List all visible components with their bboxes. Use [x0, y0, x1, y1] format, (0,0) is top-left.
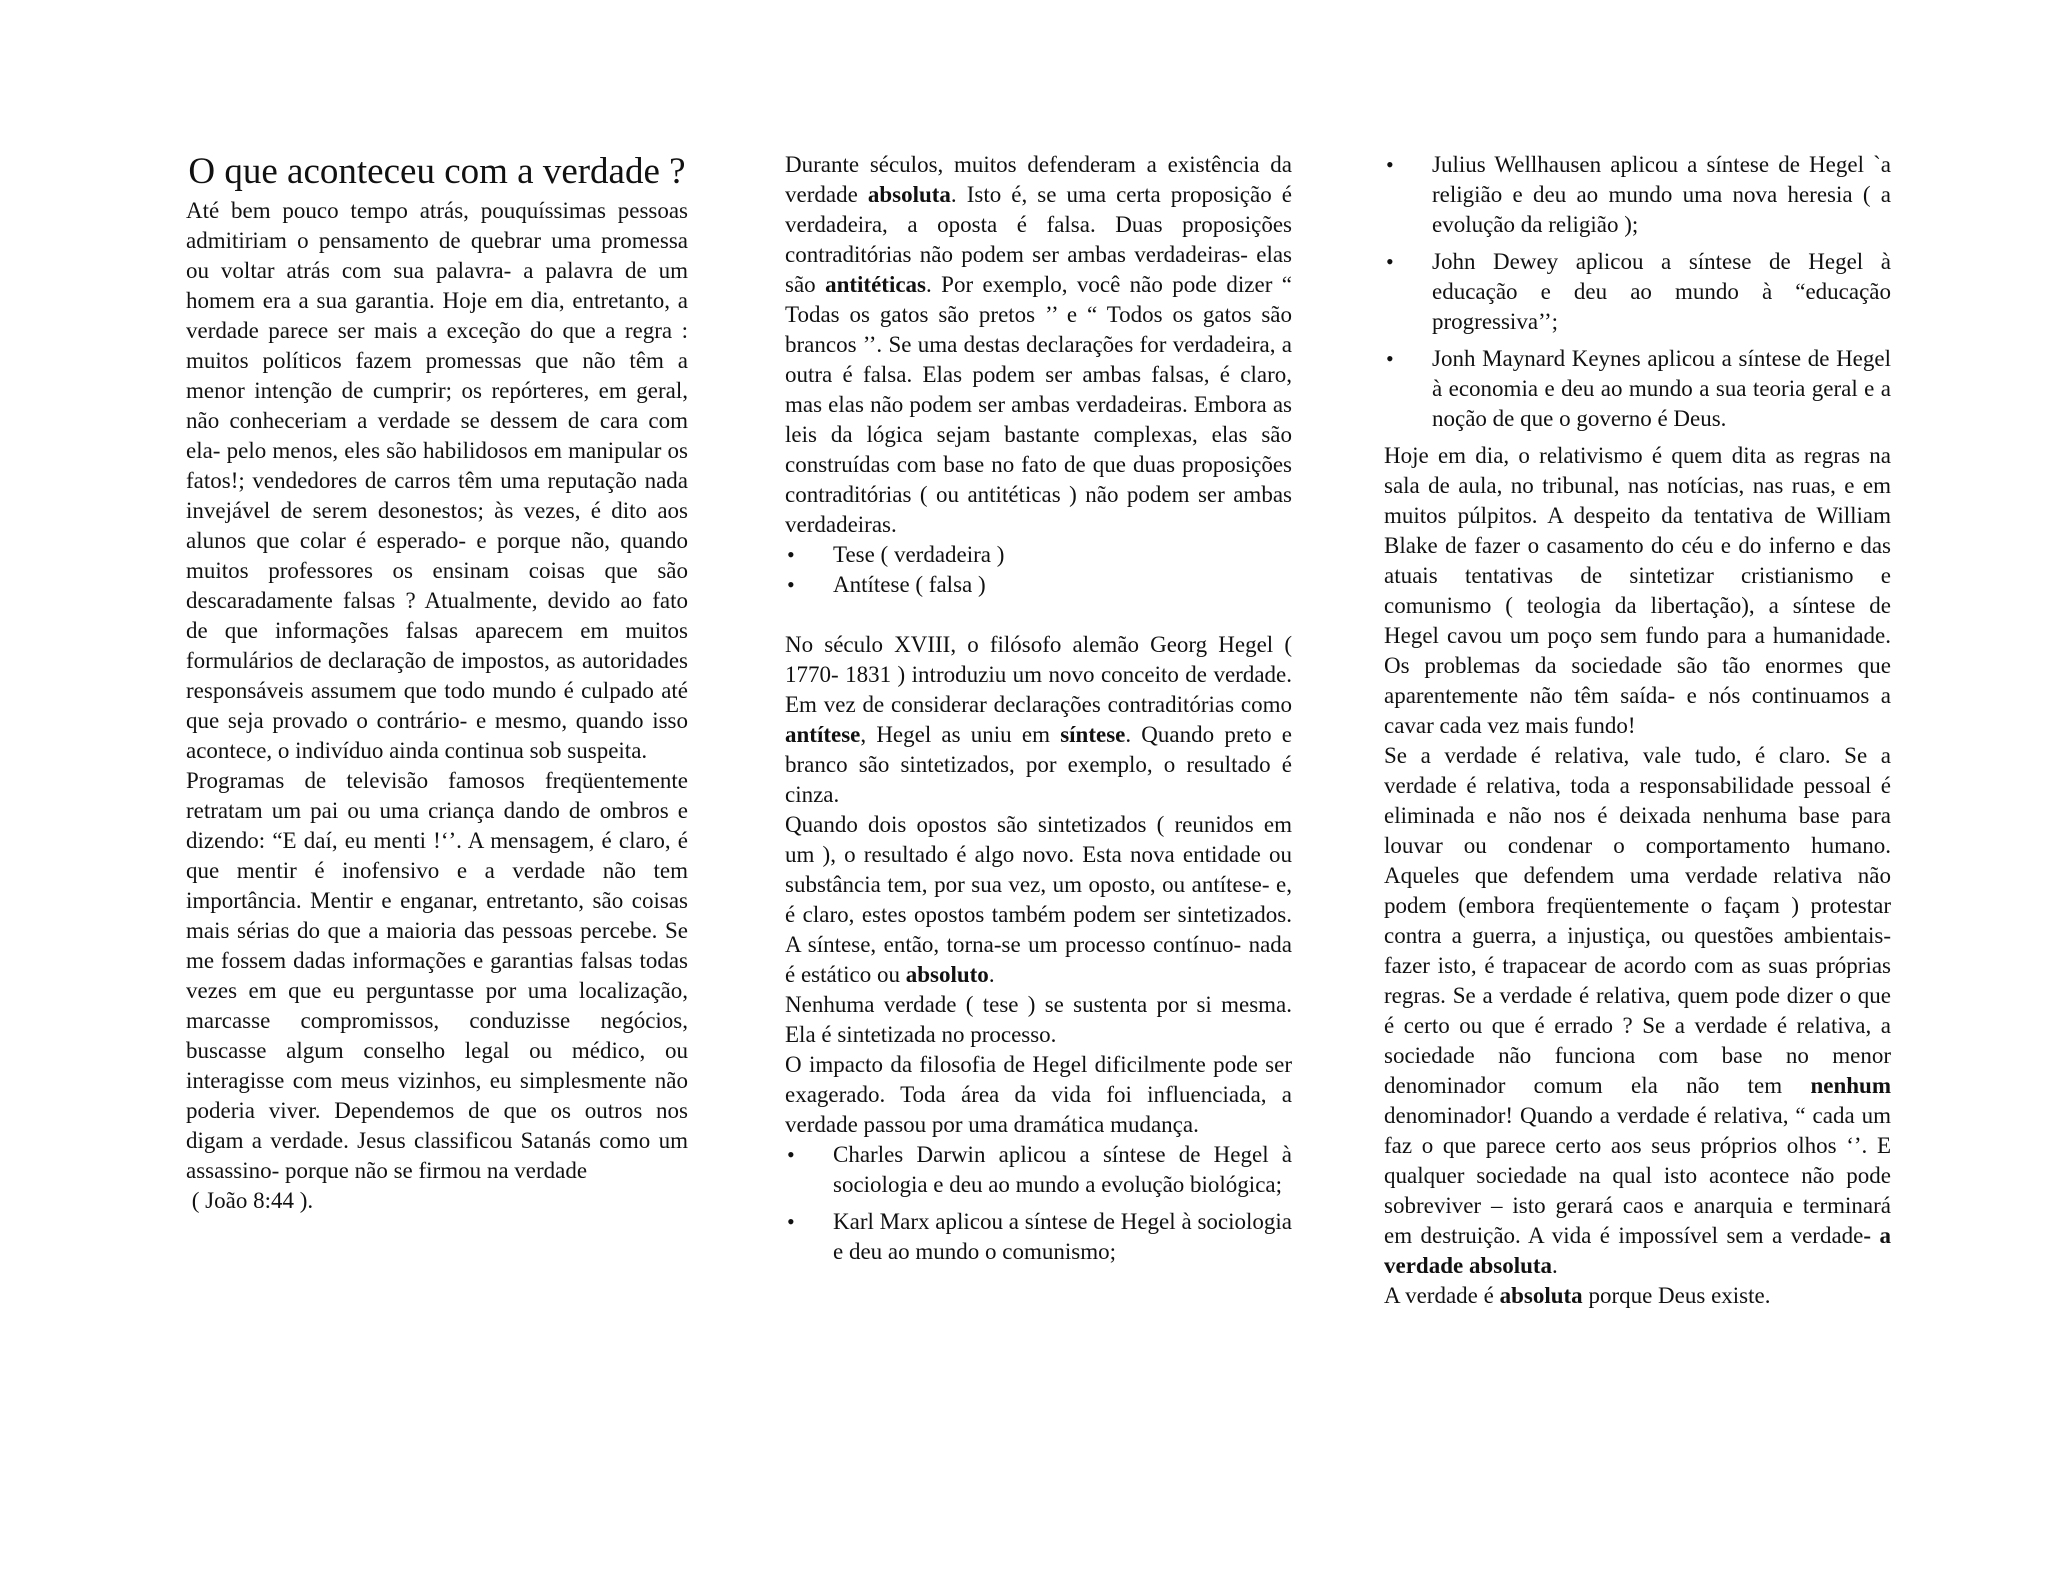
paragraph: Nenhuma verdade ( tese ) se sustenta por si mesma. Ela é sintetizada no processo.: [785, 992, 1292, 1047]
bold-term: - a verdade absoluta: [1384, 1223, 1891, 1278]
paragraph: Até bem pouco tempo atrás, pouquíssimas pessoas admitiriam o pensamento de quebrar uma promessa ou voltar atrás com sua palavra- a palavra de um homem era a sua garantia. Hoje em dia, entretanto, a verdade parece ser mais a exceção do que a regra : muitos políticos fazem promessas que não têm a menor intenção de cumprir; os repórteres, em geral, não conheceriam a verdade se dessem de cara com ela- pelo menos, eles são habilidosos em manipular os fatos!; vendedores de carros têm uma reputação nada invejável de serem desonestos; às vezes, é dito aos alunos que colar é esperado- e porque não, quando muitos professores os ensinam coisas que são descaradamente falsas ? Atualmente, devido ao fato de que informações falsas aparecem em muitos formulários de declaração de impostos, as autoridades responsáveis assumem que todo mundo é culpado até que seja provado o contrário- e mesmo, quando isso acontece, o indivíduo ainda continua sob suspeita.: [186, 198, 688, 763]
paragraph: Hoje em dia, o relativismo é quem dita as regras na sala de aula, no tribunal, nas notícias, nas ruas, e em muitos púlpitos. A despeito da tentativa de William Blake de fazer o casamento do céu e do inferno e das atuais tentativas de sintetizar cristianismo e comunismo ( teologia da libertação), a síntese de Hegel cavou um poço sem fundo para a humanidade. Os problemas da sociedade são tão enormes que aparentemente não têm saída- e nós continuamos a cavar cada vez mais fundo!: [1384, 443, 1891, 738]
text-run: .: [988, 962, 995, 987]
bold-term: antitéticas: [825, 272, 926, 297]
text-run: Durante séculos, muitos defenderam a existência da verdade: [785, 152, 1292, 207]
text-run: .: [1552, 1253, 1558, 1278]
column-2: [785, 150, 1292, 1274]
bold-term: nenhum: [1810, 1073, 1891, 1098]
paragraph: [1384, 741, 1891, 1281]
bullet-list: [785, 540, 1292, 600]
document-title: O que aconteceu com a verdade ?: [188, 151, 686, 192]
column-1: [186, 150, 688, 1216]
paragraph-text: Programas de televisão famosos freqüentemente retratam um pai ou uma criança dando de ombros e dizendo: “E daí, eu menti !‘’. A mensagem, é claro, é que mentir é inofensivo e a verdade não tem importância. Mentir e enganar, entretanto, são coisas mais sérias do que a maioria das pessoas percebe. Se me fossem dadas informações e garantias falsas todas vezes em que eu perguntasse por uma localização, marcasse compromissos, conduzisse negócios, buscasse algum conselho legal ou médico, ou interagisse com meus vizinhos, eu simplesmente não poderia viver. Dependemos de que os outros nos digam a verdade. Jesus classificou Satanás como um assassino- porque não se firmou na verdade: [186, 768, 688, 1183]
list-item: • Jonh Maynard Keynes aplicou a síntese de Hegel à economia e deu ao mundo a sua teoria geral e a noção de que o governo é Deus.: [1384, 344, 1891, 434]
paragraph: O impacto da filosofia de Hegel dificilmente pode ser exagerado. Toda área da vida foi influenciada, a verdade passou por uma dramática mudança.: [785, 1052, 1292, 1137]
list-item: • Antítese ( falsa ): [785, 570, 1292, 600]
text-run: . Isto é, se uma certa proposição é verdadeira, a oposta é falsa. Duas proposições contraditórias não podem ser ambas verdadeiras- elas são: [785, 182, 1292, 297]
bold-term: antítese: [785, 722, 861, 747]
bible-reference: ( João 8:44 ).: [191, 1188, 314, 1213]
paragraph: [785, 630, 1292, 810]
bullet-list: [785, 1140, 1292, 1267]
bullet-list: [1384, 150, 1891, 434]
paragraph: [186, 766, 688, 1216]
paragraph: [785, 150, 1292, 540]
bold-term: absoluto: [905, 962, 989, 987]
list-item: • Charles Darwin aplicou a síntese de Hegel à sociologia e deu ao mundo a evolução biológica;: [785, 1140, 1292, 1200]
text-run: A verdade é: [1384, 1283, 1500, 1308]
text-run: , Hegel as uniu em: [860, 722, 1061, 747]
bold-term: síntese: [1060, 722, 1126, 747]
paragraph: [785, 810, 1292, 990]
text-run: porque Deus existe.: [1582, 1283, 1771, 1308]
text-run: denominador! Quando a verdade é relativa, “ cada um faz o que parece certo aos seus próprios olhos ‘’. E qualquer sociedade na qual isto acontece não pode sobreviver – isto gerará caos e anarquia e terminará em destruição. A vida é impossível sem a verdade: [1384, 1103, 1891, 1248]
paragraph: [1384, 1281, 1891, 1311]
list-item: • Tese ( verdadeira ): [785, 540, 1292, 570]
text-run: Quando dois opostos são sintetizados ( reunidos em um ), o resultado é algo novo. Esta nova entidade ou substância tem, por sua vez, um oposto, ou antítese- e, é claro, estes opostos também podem ser sintetizados. A síntese, então, torna-se um processo contínuo- nada é estático ou: [785, 812, 1292, 987]
bold-term: absoluta: [1499, 1283, 1583, 1308]
bold-term: absoluta: [867, 182, 951, 207]
text-run: . Por exemplo, você não pode dizer “ Todas os gatos são pretos ’’ e “ Todos os gatos são brancos ’’. Se uma destas declarações for verdadeira, a outra é falsa. Elas podem ser ambas falsas, é claro, mas elas não podem ser ambas verdadeiras. Embora as leis da lógica sejam bastante complexas, elas são construídas com base no fato de que duas proposições contraditórias ( ou antitéticas ) não podem ser ambas verdadeiras.: [785, 272, 1292, 537]
text-run: . Quando preto e branco são sintetizados, por exemplo, o resultado é cinza.: [785, 722, 1292, 807]
spacer: [785, 600, 1292, 630]
text-run: No século XVIII, o filósofo alemão Georg Hegel ( 1770- 1831 ) introduziu um novo conceito de verdade. Em vez de considerar declarações contraditórias como: [785, 632, 1292, 717]
list-item: • Julius Wellhausen aplicou a síntese de Hegel `a religião e deu ao mundo uma nova heresia ( a evolução da religião );: [1384, 150, 1891, 240]
list-item: • John Dewey aplicou a síntese de Hegel à educação e deu ao mundo à “educação progressiva’’;: [1384, 247, 1891, 337]
text-run: Se a verdade é relativa, vale tudo, é claro. Se a verdade é relativa, toda a responsabilidade pessoal é eliminada e não nos é deixada nenhuma base para louvar ou condenar o comportamento humano. Aqueles que defendem uma verdade relativa não podem (embora freqüentemente o façam ) protestar contra a guerra, a injustiça, ou questões ambientais- fazer isto, é trapacear de acordo com as suas próprias regras. Se a verdade é relativa, quem pode dizer o que é certo ou que é errado ? Se a verdade é relativa, a sociedade não funciona com base no menor denominador comum ela não tem: [1384, 743, 1891, 1098]
list-item: • Karl Marx aplicou a síntese de Hegel à sociologia e deu ao mundo o comunismo;: [785, 1207, 1292, 1267]
column-3: [1384, 150, 1891, 1311]
